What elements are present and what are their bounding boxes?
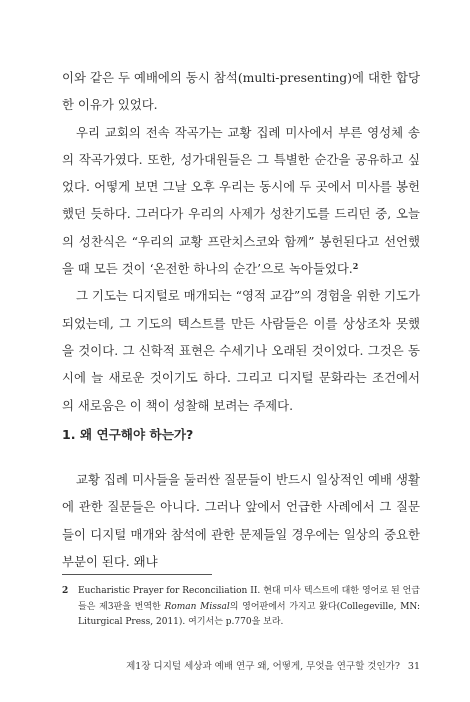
running-footer (126, 658, 420, 672)
footnote-number: 2 (62, 586, 69, 596)
body-text (62, 64, 420, 419)
running-title: 제1장 디지털 세상과 예배 연구 왜, 어떻게, 무엇을 연구할 것인가? (126, 661, 400, 672)
footnote-divider (62, 574, 212, 575)
section-heading: 1. 왜 연구해야 하는가? (62, 427, 194, 442)
footnote-text-a: Eucharistic Prayer for Reconciliation II. 현대 미사 텍스트에 대한 영어로 된 언급들은 제3판을 번역한 (78, 586, 420, 612)
footnote-book-title: Roman Missal (164, 601, 230, 612)
paragraph-2-text: 우리 교회의 전속 작곡가는 교황 집례 미사에서 부른 영성체 송의 작곡가였다. 또한, 성가대원들은 그 특별한 순간을 공유하고 싶었다. 어떻게 보면 그날 오후 우리는 동시에 두 곳에서 미사를 봉헌했던 듯하다. 그러다가 우리의 사제가 성찬기도를 드리던 중, 오늘의 성찬식은 “우리의 교황 프란치스코와 함께” 봉헌된다고 선언했을 때 모든 것이 ‘온전한 하나의 순간’으로 녹아들었다. (62, 124, 420, 277)
footnote-text-b: 의 영어판에서 가지고 왔다(Collegeville, MN: Liturgical Press, 2011). 여기서는 p.770을 보라. (78, 601, 420, 627)
footnote-2 (62, 584, 420, 631)
page-number: 31 (407, 661, 420, 672)
footnote-text (78, 584, 420, 631)
footnote-ref-2[interactable]: 2 (352, 261, 359, 272)
section-body (62, 466, 420, 575)
paragraph-2 (62, 119, 420, 283)
paragraph-3: 그 기도는 디지털로 매개되는 “영적 교감”의 경험을 위한 기도가 되었는데, 그 기도의 텍스트를 만든 사람들은 이를 상상조차 못했을 것이다. 그 신학적 표현은 수세기나 오래된 것이었다. 그것은 동시에 늘 새로운 것이기도 하다. 그리고 디지털 문화라는 조건에서의 새로움은 이 책이 성찰해 보려는 주제다. (62, 288, 420, 413)
paragraph-1: 이와 같은 두 예배에의 동시 참석(multi-presenting)에 대한 합당한 이유가 있었다. (62, 70, 420, 113)
section-paragraph-1: 교황 집례 미사들을 둘러싼 질문들이 반드시 일상적인 예배 생활에 관한 질문들은 아니다. 그러나 앞에서 언급한 사례에서 그 질문들이 디지털 매개와 참석에 관한 문제들일 경우에는 일상의 중요한 부분이 된다. 왜냐 (62, 472, 420, 569)
